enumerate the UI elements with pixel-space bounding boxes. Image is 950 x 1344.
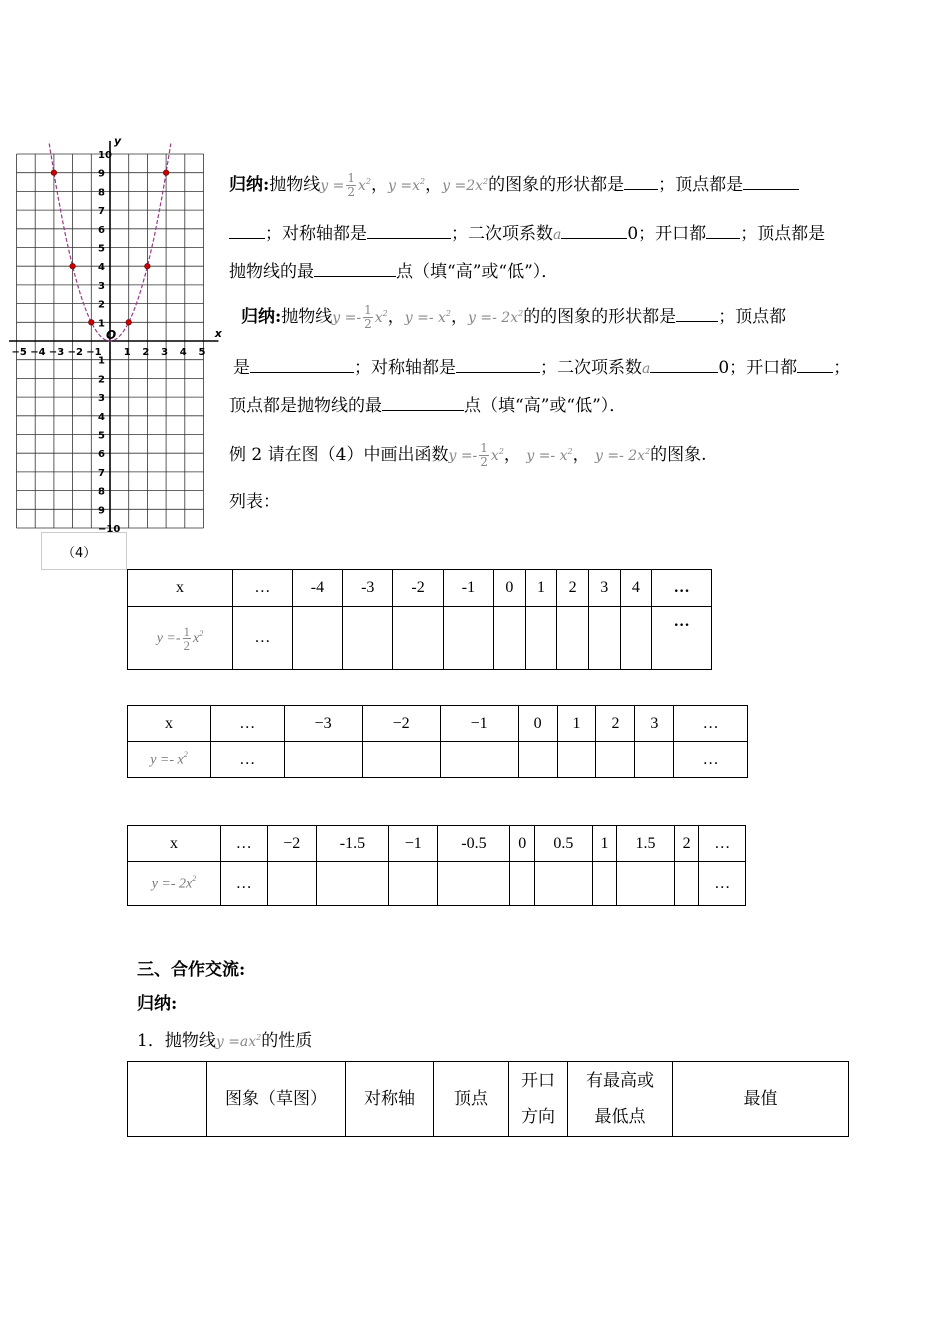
answer-cell[interactable] bbox=[525, 607, 557, 670]
equation: $x^2$ bbox=[358, 177, 372, 194]
x-tick-label: −1 bbox=[86, 347, 102, 358]
header-cell: … bbox=[652, 570, 712, 607]
answer-blank[interactable] bbox=[456, 358, 540, 373]
answer-cell[interactable] bbox=[440, 742, 518, 778]
row-cell: … bbox=[211, 742, 285, 778]
table-header-row bbox=[128, 826, 746, 862]
header-extreme-point: 有最高或 最低点 bbox=[568, 1062, 673, 1137]
figure-caption-box bbox=[41, 532, 127, 570]
y-tick-label: 5 bbox=[98, 243, 105, 255]
answer-cell[interactable] bbox=[557, 607, 589, 670]
section3-title: 三、合作交流: bbox=[137, 960, 246, 980]
y-tick-label: 3 bbox=[98, 393, 105, 405]
y-tick-label: 8 bbox=[98, 187, 105, 199]
figure-caption: （4） bbox=[62, 546, 97, 561]
header-cell: −1 bbox=[440, 706, 518, 742]
header-cell: … bbox=[233, 570, 293, 607]
answer-cell[interactable] bbox=[389, 862, 438, 906]
answer-blank[interactable] bbox=[676, 307, 718, 322]
answer-cell[interactable] bbox=[635, 742, 674, 778]
answer-cell[interactable] bbox=[588, 607, 620, 670]
equation: y =- bbox=[332, 310, 362, 326]
answer-cell[interactable] bbox=[316, 862, 388, 906]
row-cell: … bbox=[221, 862, 268, 906]
header-cell: … bbox=[211, 706, 285, 742]
answer-blank[interactable] bbox=[229, 224, 265, 239]
header-cell: 0 bbox=[494, 570, 526, 607]
header-cell: 1 bbox=[557, 706, 596, 742]
equation: $x^2$ bbox=[490, 447, 504, 464]
plot-point bbox=[163, 170, 169, 176]
x-tick-label: 2 bbox=[142, 347, 150, 358]
answer-cell[interactable] bbox=[535, 862, 593, 906]
y-tick-label: 4 bbox=[98, 262, 105, 274]
summary2-lead: 归纳: bbox=[241, 307, 282, 327]
y-tick-label: 5 bbox=[98, 430, 105, 442]
fraction: $\frac{1}{2}$ bbox=[480, 441, 488, 469]
answer-cell[interactable] bbox=[284, 742, 362, 778]
y-tick-label: 7 bbox=[98, 206, 105, 218]
plot-point bbox=[51, 170, 57, 176]
row-label: $y =- 2x^2$ bbox=[128, 862, 221, 906]
plot-point bbox=[126, 320, 132, 326]
header-cell: … bbox=[674, 706, 748, 742]
table-row bbox=[128, 742, 748, 778]
answer-blank[interactable] bbox=[382, 396, 464, 411]
x-tick-label: 3 bbox=[161, 347, 169, 358]
header-cell: x bbox=[128, 706, 211, 742]
plot-point bbox=[89, 320, 95, 326]
y-tick-label: 2 bbox=[98, 374, 105, 386]
header-cell: -2 bbox=[393, 570, 443, 607]
summary2-line1: 归纳:抛物线y =- $\frac{1}{2}$ $x^2$，$y =- x^2$，$y =- 2x^2$的的图象的形状都是 ；顶点都 bbox=[241, 303, 787, 331]
coefficient-a: a bbox=[642, 361, 651, 377]
header-cell: 2 bbox=[674, 826, 699, 862]
equation: $y =- x^2$ bbox=[404, 309, 452, 326]
x-axis-label: x bbox=[214, 327, 222, 340]
answer-cell[interactable] bbox=[362, 742, 440, 778]
answer-cell[interactable] bbox=[267, 862, 316, 906]
answer-cell[interactable] bbox=[518, 742, 557, 778]
header-cell: 3 bbox=[635, 706, 674, 742]
header-cell: −3 bbox=[284, 706, 362, 742]
fraction: $\frac{1}{2}$ bbox=[347, 171, 356, 199]
value-table-2 bbox=[127, 705, 748, 778]
plot-point bbox=[145, 263, 151, 269]
answer-cell[interactable] bbox=[393, 607, 443, 670]
equation: $y =- 2x^2$ bbox=[468, 309, 524, 326]
header-opening: 开口 方向 bbox=[509, 1062, 568, 1137]
header-cell: -1 bbox=[443, 570, 493, 607]
section3-summary: 归纳: bbox=[137, 994, 178, 1014]
answer-blank[interactable] bbox=[797, 358, 833, 373]
equation: $y =- 2x^2$ bbox=[595, 447, 651, 464]
answer-cell[interactable] bbox=[443, 607, 493, 670]
row-cell: … bbox=[699, 862, 746, 906]
header-cell: 0.5 bbox=[535, 826, 593, 862]
header-cell: 0 bbox=[518, 706, 557, 742]
header-cell: -1.5 bbox=[316, 826, 388, 862]
header-extreme-value: 最值 bbox=[673, 1062, 849, 1137]
plot-point bbox=[70, 263, 76, 269]
answer-blank[interactable] bbox=[561, 224, 627, 239]
answer-cell[interactable] bbox=[343, 607, 393, 670]
answer-cell[interactable] bbox=[438, 862, 510, 906]
value-table-1 bbox=[127, 569, 712, 670]
x-tick-label: 1 bbox=[123, 347, 131, 358]
summary1-line2: ；对称轴都是 ；二次项系数a 0；开口都 ；顶点都是 bbox=[229, 224, 825, 245]
answer-blank[interactable] bbox=[250, 358, 354, 373]
equation: $y =x^2$ bbox=[388, 177, 426, 194]
answer-cell[interactable] bbox=[592, 862, 617, 906]
summary1-text: ；顶点都是 bbox=[658, 175, 744, 195]
y-tick-label: 2 bbox=[98, 299, 105, 311]
parabola-graph bbox=[0, 128, 230, 538]
y-tick-label: 1 bbox=[98, 318, 105, 330]
x-tick-label: −5 bbox=[11, 347, 27, 358]
header-cell: … bbox=[221, 826, 268, 862]
header-cell: 1 bbox=[592, 826, 617, 862]
answer-blank[interactable] bbox=[367, 224, 451, 239]
summary1-lead: 归纳: bbox=[229, 175, 270, 195]
answer-cell[interactable] bbox=[292, 607, 342, 670]
answer-cell[interactable] bbox=[617, 862, 675, 906]
row-cell: … bbox=[233, 607, 293, 670]
y-tick-label: 9 bbox=[98, 505, 105, 517]
header-cell: 3 bbox=[588, 570, 620, 607]
x-tick-label: −3 bbox=[48, 347, 65, 358]
origin-label: O bbox=[106, 328, 117, 342]
summary1-line1: 归纳:抛物线y = $\frac{1}{2}$ $x^2$，$y =x^2$，$y =2x^2$的图象的形状都是 ；顶点都是 bbox=[229, 172, 799, 199]
summary1-text: 的图象的形状都是 bbox=[488, 175, 625, 195]
y-tick-label: 4 bbox=[98, 411, 105, 423]
y-tick-label: 8 bbox=[98, 486, 105, 498]
header-cell: -0.5 bbox=[438, 826, 510, 862]
header-axis: 对称轴 bbox=[346, 1062, 434, 1137]
x-tick-label: 4 bbox=[179, 347, 187, 358]
answer-cell[interactable] bbox=[494, 607, 526, 670]
table-header-row bbox=[128, 706, 748, 742]
y-tick-label: 6 bbox=[98, 449, 105, 461]
header-cell: … bbox=[699, 826, 746, 862]
blank-header bbox=[128, 1062, 207, 1137]
row-label: $y =- x^2$ bbox=[128, 742, 211, 778]
value-table-3 bbox=[127, 825, 746, 906]
header-vertex: 顶点 bbox=[434, 1062, 509, 1137]
header-cell: −2 bbox=[362, 706, 440, 742]
y-tick-label: 3 bbox=[98, 280, 105, 292]
header-cell: 1 bbox=[525, 570, 557, 607]
fraction: $\frac{1}{2}$ bbox=[364, 303, 372, 331]
header-cell: -3 bbox=[343, 570, 393, 607]
example2: 例 2 请在图（4）中画出函数y =- $\frac{1}{2}$ $x^2$， $y =- x^2$， $y =- 2x^2$的图象. bbox=[229, 441, 707, 469]
equation: y = bbox=[320, 178, 345, 194]
header-cell: −2 bbox=[267, 826, 316, 862]
y-tick-label: 10 bbox=[98, 150, 112, 161]
header-cell: −1 bbox=[389, 826, 438, 862]
equation: y =- bbox=[448, 448, 478, 464]
y-tick-label: 1 bbox=[98, 355, 105, 367]
table-label: 列表： bbox=[229, 492, 280, 512]
coefficient-a: a bbox=[553, 227, 562, 243]
summary2-line2: 是 ；对称轴都是 ；二次项系数a 0；开口都 ； bbox=[233, 358, 851, 378]
y-tick-label: 7 bbox=[98, 467, 105, 479]
equation: $y =2x^2$ bbox=[442, 177, 489, 194]
equation: $y =- x^2$ bbox=[526, 447, 573, 464]
table-row bbox=[128, 607, 712, 670]
answer-blank[interactable] bbox=[650, 358, 718, 373]
header-cell: -4 bbox=[292, 570, 342, 607]
header-cell: x bbox=[128, 570, 233, 607]
y-tick-label: 6 bbox=[98, 224, 105, 236]
y-axis-label: y bbox=[114, 134, 122, 148]
answer-blank[interactable] bbox=[314, 262, 396, 277]
answer-cell[interactable] bbox=[510, 862, 535, 906]
answer-cell[interactable] bbox=[674, 862, 699, 906]
summary1-line3: 抛物线的最 点（填“高”或“低”）． bbox=[229, 262, 559, 282]
header-cell: 2 bbox=[596, 706, 635, 742]
row-cell: … bbox=[652, 607, 712, 670]
header-cell: 0 bbox=[510, 826, 535, 862]
summary2-line3: 顶点都是抛物线的最 点（填“高”或“低”）． bbox=[229, 396, 627, 416]
table-row bbox=[128, 862, 746, 906]
answer-blank[interactable] bbox=[706, 224, 740, 239]
summary1-text: 抛物线 bbox=[269, 175, 321, 195]
y-tick-label: 9 bbox=[98, 168, 105, 180]
header-cell: x bbox=[128, 826, 221, 862]
header-cell: 2 bbox=[557, 570, 589, 607]
y-tick-label: −10 bbox=[98, 524, 121, 535]
x-tick-label: −4 bbox=[30, 347, 46, 358]
header-graph: 图象（草图） bbox=[207, 1062, 346, 1137]
answer-blank[interactable] bbox=[624, 175, 658, 190]
equation: $x^2$ bbox=[374, 309, 388, 326]
properties-table bbox=[127, 1061, 849, 1137]
answer-blank[interactable] bbox=[743, 175, 799, 190]
x-tick-label: −2 bbox=[67, 347, 83, 358]
header-cell: 1.5 bbox=[617, 826, 675, 862]
row-cell: … bbox=[674, 742, 748, 778]
section3-item1: 1．抛物线$y =ax^2$的性质 bbox=[137, 1031, 313, 1051]
answer-cell[interactable] bbox=[596, 742, 635, 778]
row-label: y =- $\frac{1}{2}$ $x^2$ bbox=[128, 607, 233, 670]
answer-cell[interactable] bbox=[620, 607, 652, 670]
x-tick-label: 5 bbox=[198, 347, 206, 358]
header-cell: 4 bbox=[620, 570, 652, 607]
answer-cell[interactable] bbox=[557, 742, 596, 778]
table-header-row bbox=[128, 570, 712, 607]
